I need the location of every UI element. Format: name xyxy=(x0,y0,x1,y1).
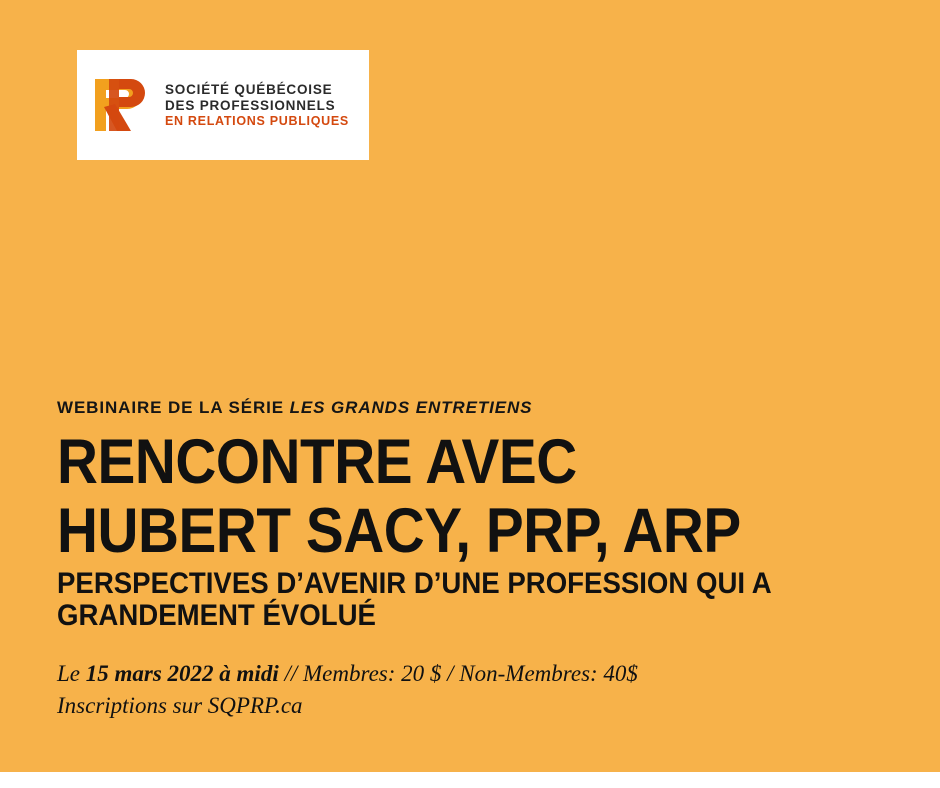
kicker-prefix: WEBINAIRE DE LA SÉRIE xyxy=(57,398,290,417)
event-details-line-1 xyxy=(57,658,917,690)
event-pricing: // Membres: 20 $ / Non-Membres: 40$ xyxy=(278,660,638,686)
logo-line-3: EN RELATIONS PUBLIQUES xyxy=(165,113,349,128)
poster-text-block xyxy=(57,398,917,721)
logo-line-2: DES PROFESSIONNELS xyxy=(165,97,336,113)
webinar-kicker xyxy=(57,398,917,418)
headline-line-2: HUBERT SACY, PRP, ARP xyxy=(57,496,741,567)
event-date: 15 mars 2022 à midi xyxy=(85,660,279,686)
subheadline: PERSPECTIVES D’AVENIR D’UNE PROFESSION QUI A GRANDEMENT ÉVOLUÉ xyxy=(57,567,771,633)
headline-line-1: RENCONTRE AVEC xyxy=(57,427,577,497)
sqprp-monogram-icon xyxy=(91,73,153,137)
sqprp-logo-card xyxy=(77,50,369,160)
registration-line: Inscriptions sur SQPRP.ca xyxy=(57,692,303,718)
event-details xyxy=(57,658,917,721)
page-title xyxy=(57,427,831,567)
logo-line-1: SOCIÉTÉ QUÉBÉCOISE xyxy=(165,81,333,97)
bottom-strip xyxy=(0,772,940,788)
kicker-series-title: LES GRANDS ENTRETIENS xyxy=(289,398,533,417)
sqprp-logo-text xyxy=(165,82,349,129)
details-prefix: Le xyxy=(57,660,86,686)
